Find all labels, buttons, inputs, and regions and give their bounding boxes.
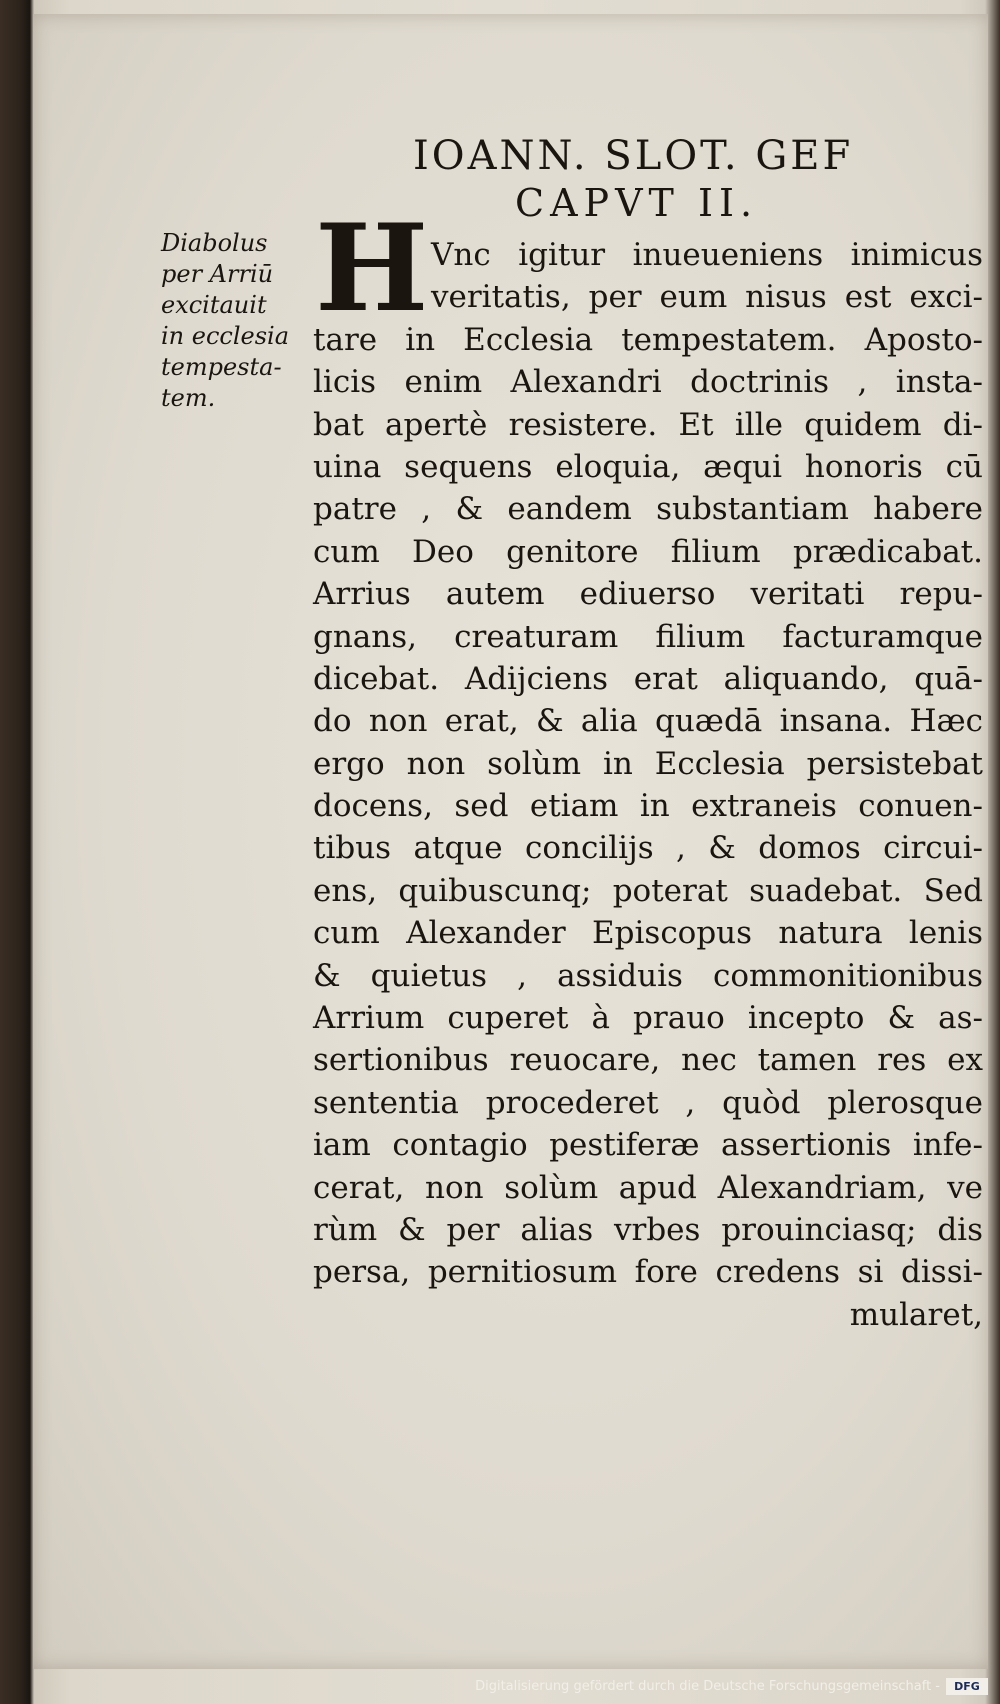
text-line: Arrius autem ediuerso veritati repu- [313, 576, 983, 613]
text-line: sententia procederet , quòd plerosque [313, 1084, 983, 1121]
text-line: cum Alexander Episcopus natura lenis [313, 915, 983, 952]
text-line: dicebat. Adijciens erat aliquando, quā- [313, 660, 983, 697]
text-line: uina sequens eloquia, æqui honoris cū [313, 448, 983, 485]
marginal-note-line: per Arriū [161, 260, 274, 288]
dfg-logo: DFG [946, 1678, 988, 1695]
drop-cap-initial: H [315, 198, 427, 339]
marginal-note-line: Diabolus [161, 229, 268, 257]
text-line: tibus atque concilijs , & domos circui- [313, 830, 983, 867]
catchword-line: mularet, [849, 1296, 983, 1333]
text-line: cerat, non solùm apud Alexandriam, ve [313, 1169, 983, 1206]
text-line: veritatis, per eum nisus est exci- [431, 279, 983, 316]
text-line: persa, pernitiosum fore credens si dissi- [313, 1254, 983, 1291]
text-line: cum Deo genitore filium prædicabat. [313, 533, 983, 570]
text-line: tare in Ecclesia tempestatem. Aposto- [313, 321, 983, 358]
marginal-note-line: in ecclesia [161, 322, 290, 350]
text-line: do non erat, & alia quædā insana. Hæc [313, 703, 983, 740]
text-line: iam contagio pestiferæ assertionis infe- [313, 1127, 983, 1164]
chapter-title: CAPVT II. [515, 181, 759, 225]
text-line: Vnc igitur inueueniens inimicus [431, 237, 983, 273]
text-line: rùm & per alias vrbes prouinciasq; dis [313, 1211, 983, 1248]
text-line: bat apertè resistere. Et ille quidem di- [313, 406, 983, 443]
text-line: Arrium cuperet à prauo incepto & as- [313, 1000, 983, 1037]
marginal-note-line: tempesta- [161, 353, 282, 381]
page-paper [33, 14, 988, 1669]
running-head: IOANN. SLOT. GEF [413, 133, 854, 179]
digitization-credit: Digitalisierung gefördert durch die Deutsche Forschungsgemeinschaft - [475, 1679, 940, 1694]
text-line: & quietus , assiduis commonitionibus [313, 957, 983, 994]
text-line: patre , & eandem substantiam habere [313, 491, 983, 528]
marginal-note [161, 228, 311, 414]
body-text [313, 234, 983, 1336]
text-line: gnans, creaturam filium facturamque [313, 618, 983, 655]
text-line: ens, quibuscunq; poterat suadebat. Sed [313, 872, 983, 909]
text-line: ergo non solùm in Ecclesia persistebat [313, 745, 983, 782]
text-line: licis enim Alexandri doctrinis , insta- [313, 364, 983, 401]
marginal-note-line: excitauit [161, 291, 267, 319]
text-line: sertionibus reuocare, nec tamen res ex [313, 1042, 983, 1079]
text-line: docens, sed etiam in extraneis conuen- [313, 788, 983, 825]
marginal-note-line: tem. [161, 384, 216, 412]
